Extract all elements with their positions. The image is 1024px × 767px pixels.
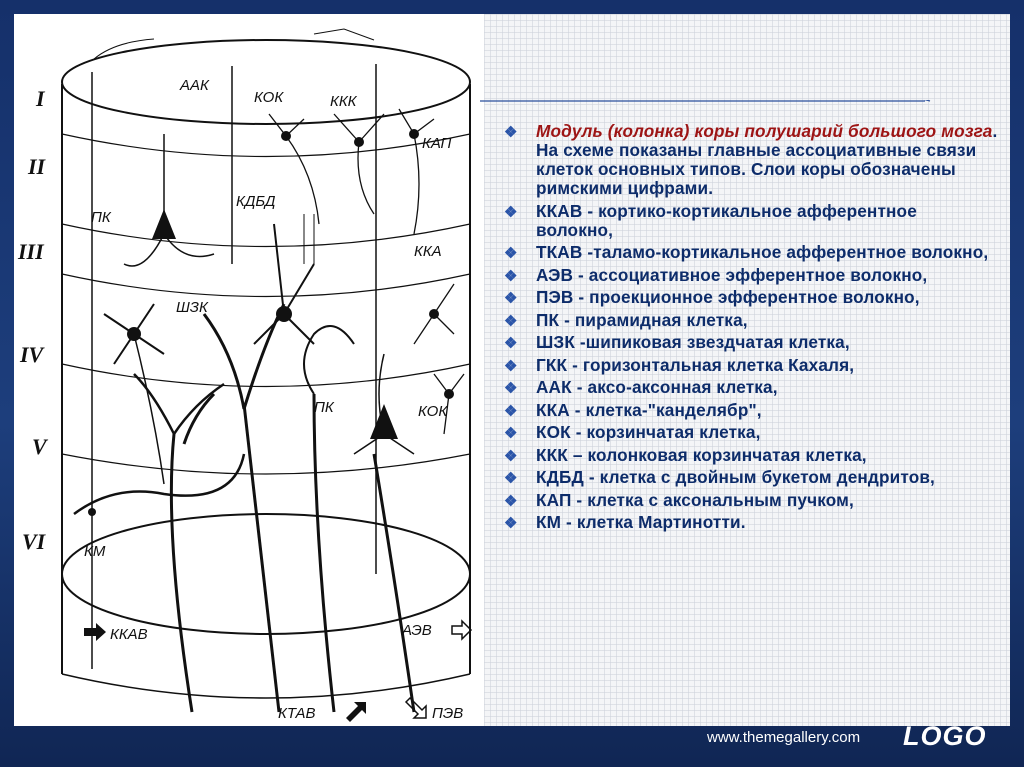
diamond-cluster-icon: ❖ <box>504 267 518 285</box>
definitions-list <box>498 122 998 536</box>
diamond-cluster-icon: ❖ <box>504 470 518 487</box>
list-item-text: ККАВ - кортико-кортикальное афферентное волокно, <box>536 200 917 240</box>
list-item-lead: Модуль (колонка) коры полушарий большого мозга <box>536 121 993 141</box>
layer-iii-label: III <box>18 239 44 264</box>
arrow-down-right-icon <box>406 698 426 718</box>
diamond-cluster-icon: ❖ <box>504 402 518 420</box>
kok-top-label: КОК <box>254 89 284 106</box>
list-item <box>498 446 998 465</box>
list-item-text: ШЗК -шипиковая звездчатая клетка, <box>536 332 850 352</box>
diamond-cluster-icon: ❖ <box>504 380 518 397</box>
list-item <box>498 288 998 307</box>
kkk-label: ККК <box>330 93 357 110</box>
footer-url[interactable]: www.themegallery.com <box>707 729 861 746</box>
arrow-up-right-icon <box>346 702 366 722</box>
km-label: КМ <box>84 543 106 560</box>
list-item-text: ККА - клетка-"канделябр", <box>536 399 762 420</box>
diamond-cluster-icon: ❖ <box>504 492 518 510</box>
pev-label: ПЭВ <box>432 705 464 722</box>
diamond-cluster-icon: ❖ <box>504 245 518 262</box>
decorative-rule <box>480 100 932 112</box>
diamond-cluster-icon: ❖ <box>504 290 518 307</box>
pk-right-label: ПК <box>314 399 334 416</box>
list-item-text: ТКАВ -таламо-кортикальное афферентное волокно, <box>536 242 989 262</box>
list-item-text: КАП - клетка с аксональным пучком, <box>536 489 854 510</box>
aak-label: ААК <box>180 77 209 94</box>
kdbd-label: КДБД <box>236 193 276 210</box>
list-item <box>498 513 998 532</box>
aev-label: АЭВ <box>402 622 432 639</box>
list-item-text: ККК – колонковая корзинчатая клетка, <box>536 444 867 465</box>
cortical-column-diagram <box>14 14 484 726</box>
diamond-cluster-icon: ❖ <box>504 335 518 352</box>
list-item <box>498 243 998 262</box>
diamond-cluster-icon: ❖ <box>504 357 518 375</box>
arrow-right-icon <box>452 621 471 639</box>
kok-right-label: КОК <box>418 403 448 420</box>
diamond-cluster-icon: ❖ <box>504 124 518 141</box>
list-item-text: КДБД - клетка с двойным букетом дендритов, <box>536 467 935 487</box>
diamond-cluster-icon: ❖ <box>504 447 518 465</box>
kka-label: ККА <box>414 243 442 260</box>
list-item <box>498 311 998 330</box>
list-item <box>498 468 998 487</box>
layer-v-label: V <box>32 434 47 459</box>
list-item-text: ГКК - горизонтальная клетка Кахаля, <box>536 354 855 375</box>
list-item <box>498 266 998 285</box>
layer-ii-label: II <box>28 154 46 179</box>
layer-i-label: I <box>36 86 45 111</box>
list-item <box>498 122 998 198</box>
list-item-text: АЭВ - ассоциативное эфферентное волокно, <box>536 264 928 285</box>
diamond-cluster-icon: ❖ <box>504 312 518 330</box>
list-item <box>498 423 998 442</box>
list-item-text: ПК - пирамидная клетка, <box>536 309 748 330</box>
list-item-text: КОК - корзинчатая клетка, <box>536 422 761 442</box>
kap-label: КАП <box>422 135 452 152</box>
kkav-label: ККАВ <box>110 626 148 643</box>
list-item <box>498 378 998 397</box>
diamond-cluster-icon: ❖ <box>504 515 518 532</box>
list-item-text: ААК - аксо-аксонная клетка, <box>536 377 778 397</box>
layer-vi-label: VI <box>22 529 46 554</box>
list-item <box>498 491 998 510</box>
list-item <box>498 356 998 375</box>
footer-logo: LOGO <box>903 721 987 751</box>
list-item-text: КМ - клетка Мартинотти. <box>536 512 746 532</box>
pk-left-label: ПК <box>91 209 111 226</box>
list-item <box>498 333 998 352</box>
list-item <box>498 202 998 240</box>
layer-iv-label: IV <box>20 342 44 367</box>
diamond-cluster-icon: ❖ <box>504 203 518 221</box>
ktav-label: КТАВ <box>278 705 316 722</box>
list-item-text: . На схеме показаны главные ассоциативные связи клеток основных типов. Слои коры обозначены римскими цифрами. <box>536 121 998 198</box>
diamond-cluster-icon: ❖ <box>504 425 518 442</box>
list-item-text: ПЭВ - проекционное эфферентное волокно, <box>536 287 920 307</box>
list-item <box>498 401 998 420</box>
shzk-label: ШЗК <box>176 299 208 316</box>
arrow-right-icon <box>84 623 106 641</box>
